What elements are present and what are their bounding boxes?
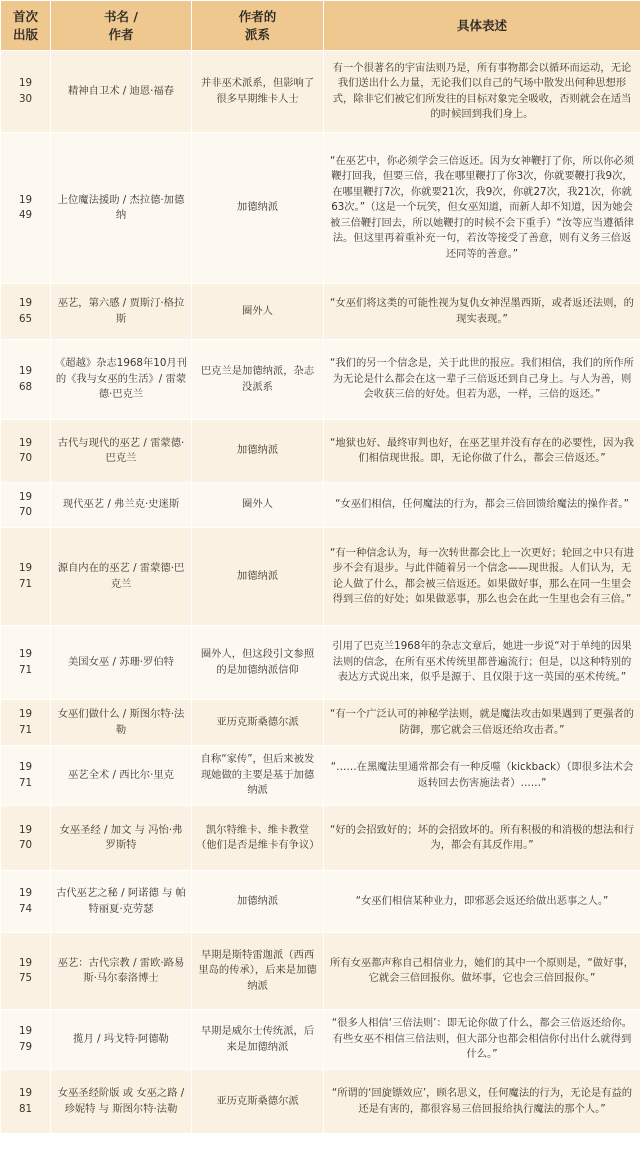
cell-year: 19 71 bbox=[1, 700, 51, 746]
table-row bbox=[1, 1070, 640, 1134]
table-row bbox=[1, 700, 640, 746]
cell-book-author: 古代巫艺之秘 / 阿诺德 与 帕特丽夏·克劳瑟 bbox=[51, 871, 192, 933]
cell-author-school: 亚历克斯桑德尔派 bbox=[192, 700, 324, 746]
table-row bbox=[1, 340, 640, 420]
cell-book-author: 女巫圣经 / 加文 与 冯怡·弗罗斯特 bbox=[51, 806, 192, 871]
cell-description: “女巫们将这类的可能性视为复仇女神涅墨西斯，或者返还法则，的现实表现。” bbox=[324, 284, 640, 340]
cell-author-school: 并非巫术派系，但影响了很多早期维卡人士 bbox=[192, 51, 324, 133]
cell-description: 引用了巴克兰1968年的杂志文章后，她进一步说“对于单纯的因果法则的信念，在所有巫术传统里都普遍流行；但是，以这种特别的表达方式说出来，似乎是源于、且仅限于这一英国的巫术传统。” bbox=[324, 626, 640, 700]
cell-book-author: 古代与现代的巫艺 / 雷蒙德·巴克兰 bbox=[51, 420, 192, 483]
table-body bbox=[1, 51, 640, 1134]
cell-description: “所谓的‘回旋镖效应’，顾名思义，任何魔法的行为，无论是有益的还是有害的，都很容易三倍回报给执行魔法的那个人。” bbox=[324, 1070, 640, 1134]
header-book-author: 书名 / 作者 bbox=[51, 1, 192, 51]
cell-year: 19 81 bbox=[1, 1070, 51, 1134]
cell-book-author: 《超越》杂志1968年10月刊的《我与女巫的生活》/ 雷蒙德·巴克兰 bbox=[51, 340, 192, 420]
cell-year: 19 30 bbox=[1, 51, 51, 133]
cell-description: “好的会招致好的；坏的会招致坏的。所有积极的和消极的想法和行为，都会有其反作用。” bbox=[324, 806, 640, 871]
cell-book-author: 巫艺全术 / 西比尔·里克 bbox=[51, 746, 192, 806]
cell-description: “很多人相信‘三倍法则’：即无论你做了什么，都会三倍返还给你。有些女巫不相信三倍法则，但大部分也都会相信你付出什么就得到什么。” bbox=[324, 1010, 640, 1070]
cell-description: “地狱也好、最终审判也好，在巫艺里并没有存在的必要性，因为我们相信现世报。即，无论你做了什么，都会三倍返还。” bbox=[324, 420, 640, 483]
cell-description: “有一种信念认为，每一次转世都会比上一次更好；轮回之中只有进步不会有退步。与此伴随着另一个信念——现世报。人们认为，无论人做了什么，都会被三倍返还。如果做好事，那么在同一生里会得到三倍的好处；如果做恶事，那么也会在此一生里也会有三倍。” bbox=[324, 528, 640, 626]
cell-author-school: 巴克兰是加德纳派，杂志没派系 bbox=[192, 340, 324, 420]
cell-author-school: 凯尔特维卡、维卡教堂（他们是否是维卡有争议） bbox=[192, 806, 324, 871]
cell-year: 19 70 bbox=[1, 483, 51, 528]
cell-author-school: 圈外人 bbox=[192, 483, 324, 528]
cell-description: 有一个很著名的宇宙法则乃是，所有事物都会以循环而运动，无论我们送出什么力量，无论我们以自己的气场中散发出何种思想形式，除非它们被它们所发往的目标对象完全吸收，否则就会在适当的时候回到我们身上。 bbox=[324, 51, 640, 133]
cell-author-school: 圈外人 bbox=[192, 284, 324, 340]
table-row bbox=[1, 528, 640, 626]
table-header-row bbox=[1, 1, 640, 51]
cell-book-author: 精神自卫术 / 迪恩·福春 bbox=[51, 51, 192, 133]
cell-author-school: 加德纳派 bbox=[192, 528, 324, 626]
table-row bbox=[1, 626, 640, 700]
header-author-school: 作者的 派系 bbox=[192, 1, 324, 51]
table-row bbox=[1, 483, 640, 528]
cell-description: “我们的另一个信念是，关于此世的报应。我们相信，我们的所作所为无论是什么都会在这一辈子三倍返还到自己身上。与人为善，则会收获三倍的好处。但若为恶，一样，三倍的返还。” bbox=[324, 340, 640, 420]
cell-author-school: 加德纳派 bbox=[192, 871, 324, 933]
table-row bbox=[1, 133, 640, 284]
cell-year: 19 65 bbox=[1, 284, 51, 340]
table-row bbox=[1, 51, 640, 133]
table-row bbox=[1, 420, 640, 483]
cell-author-school: 加德纳派 bbox=[192, 133, 324, 284]
cell-book-author: 女巫圣经阶版 或 女巫之路 / 珍妮特 与 斯图尔特·法勒 bbox=[51, 1070, 192, 1134]
cell-book-author: 巫艺，第六感 / 贾斯汀·格拉斯 bbox=[51, 284, 192, 340]
header-first-published: 首次 出版 bbox=[1, 1, 51, 51]
cell-book-author: 美国女巫 / 苏珊·罗伯特 bbox=[51, 626, 192, 700]
header-description: 具体表述 bbox=[324, 1, 640, 51]
table-row bbox=[1, 1010, 640, 1070]
cell-year: 19 74 bbox=[1, 871, 51, 933]
cell-year: 19 79 bbox=[1, 1010, 51, 1070]
cell-year: 19 71 bbox=[1, 746, 51, 806]
table-row bbox=[1, 933, 640, 1010]
cell-description: “有一个广泛认可的神秘学法则，就是魔法攻击如果遇到了更强者的防御，那它就会三倍返还给攻击者。” bbox=[324, 700, 640, 746]
cell-author-school: 加德纳派 bbox=[192, 420, 324, 483]
table-row bbox=[1, 806, 640, 871]
cell-year: 19 71 bbox=[1, 626, 51, 700]
cell-author-school: 早期是斯特雷迦派（西西里岛的传承），后来是加德纳派 bbox=[192, 933, 324, 1010]
cell-author-school: 早期是威尔士传统派，后来是加德纳派 bbox=[192, 1010, 324, 1070]
cell-description: “女巫们相信某种业力，即邪恶会返还给做出恶事之人。” bbox=[324, 871, 640, 933]
cell-book-author: 上位魔法援助 / 杰拉德·加德纳 bbox=[51, 133, 192, 284]
cell-author-school: 亚历克斯桑德尔派 bbox=[192, 1070, 324, 1134]
cell-year: 19 68 bbox=[1, 340, 51, 420]
cell-description: “在巫艺中，你必须学会三倍返还。因为女神鞭打了你，所以你必须鞭打回我，但要三倍，我在哪里鞭打了你3次，你就要鞭打我9次，在哪里鞭打7次，你就要21次，我9次，你就27次，我21次，你就63次。”（这是一个玩笑，但女巫知道，而新人却不知道，因为她会被三倍鞭打回去，所以她鞭打的时候不会下重手）“汝等应当遵循律法。但这里再着重补充一句，若汝等接受了善意，则有义务三倍返还同等的善意。” bbox=[324, 133, 640, 284]
cell-book-author: 巫艺：古代宗教 / 雷欧·路易斯·马尔泰洛博士 bbox=[51, 933, 192, 1010]
table-row bbox=[1, 746, 640, 806]
cell-year: 19 75 bbox=[1, 933, 51, 1010]
cell-book-author: 现代巫艺 / 弗兰克·史迷斯 bbox=[51, 483, 192, 528]
cell-year: 19 71 bbox=[1, 528, 51, 626]
cell-description: 所有女巫都声称自己相信业力，她们的其中一个原则是，“做好事，它就会三倍回报你。做坏事，它也会三倍回报你。” bbox=[324, 933, 640, 1010]
cell-book-author: 女巫们做什么 / 斯图尔特·法勒 bbox=[51, 700, 192, 746]
cell-author-school: 自称“家传”，但后来被发现她做的主要是基于加德纳派 bbox=[192, 746, 324, 806]
cell-description: “……在黑魔法里通常都会有一种反噬（kickback）（即很多法术会返转回去伤害施法者）……” bbox=[324, 746, 640, 806]
cell-author-school: 圈外人，但这段引文参照的是加德纳派信仰 bbox=[192, 626, 324, 700]
cell-book-author: 揽月 / 玛戈特·阿德勒 bbox=[51, 1010, 192, 1070]
cell-year: 19 49 bbox=[1, 133, 51, 284]
cell-description: “女巫们相信，任何魔法的行为，都会三倍回馈给魔法的操作者。” bbox=[324, 483, 640, 528]
cell-year: 19 70 bbox=[1, 806, 51, 871]
table-row bbox=[1, 284, 640, 340]
cell-year: 19 70 bbox=[1, 420, 51, 483]
table-row bbox=[1, 871, 640, 933]
cell-book-author: 源自内在的巫艺 / 雷蒙德·巴克兰 bbox=[51, 528, 192, 626]
